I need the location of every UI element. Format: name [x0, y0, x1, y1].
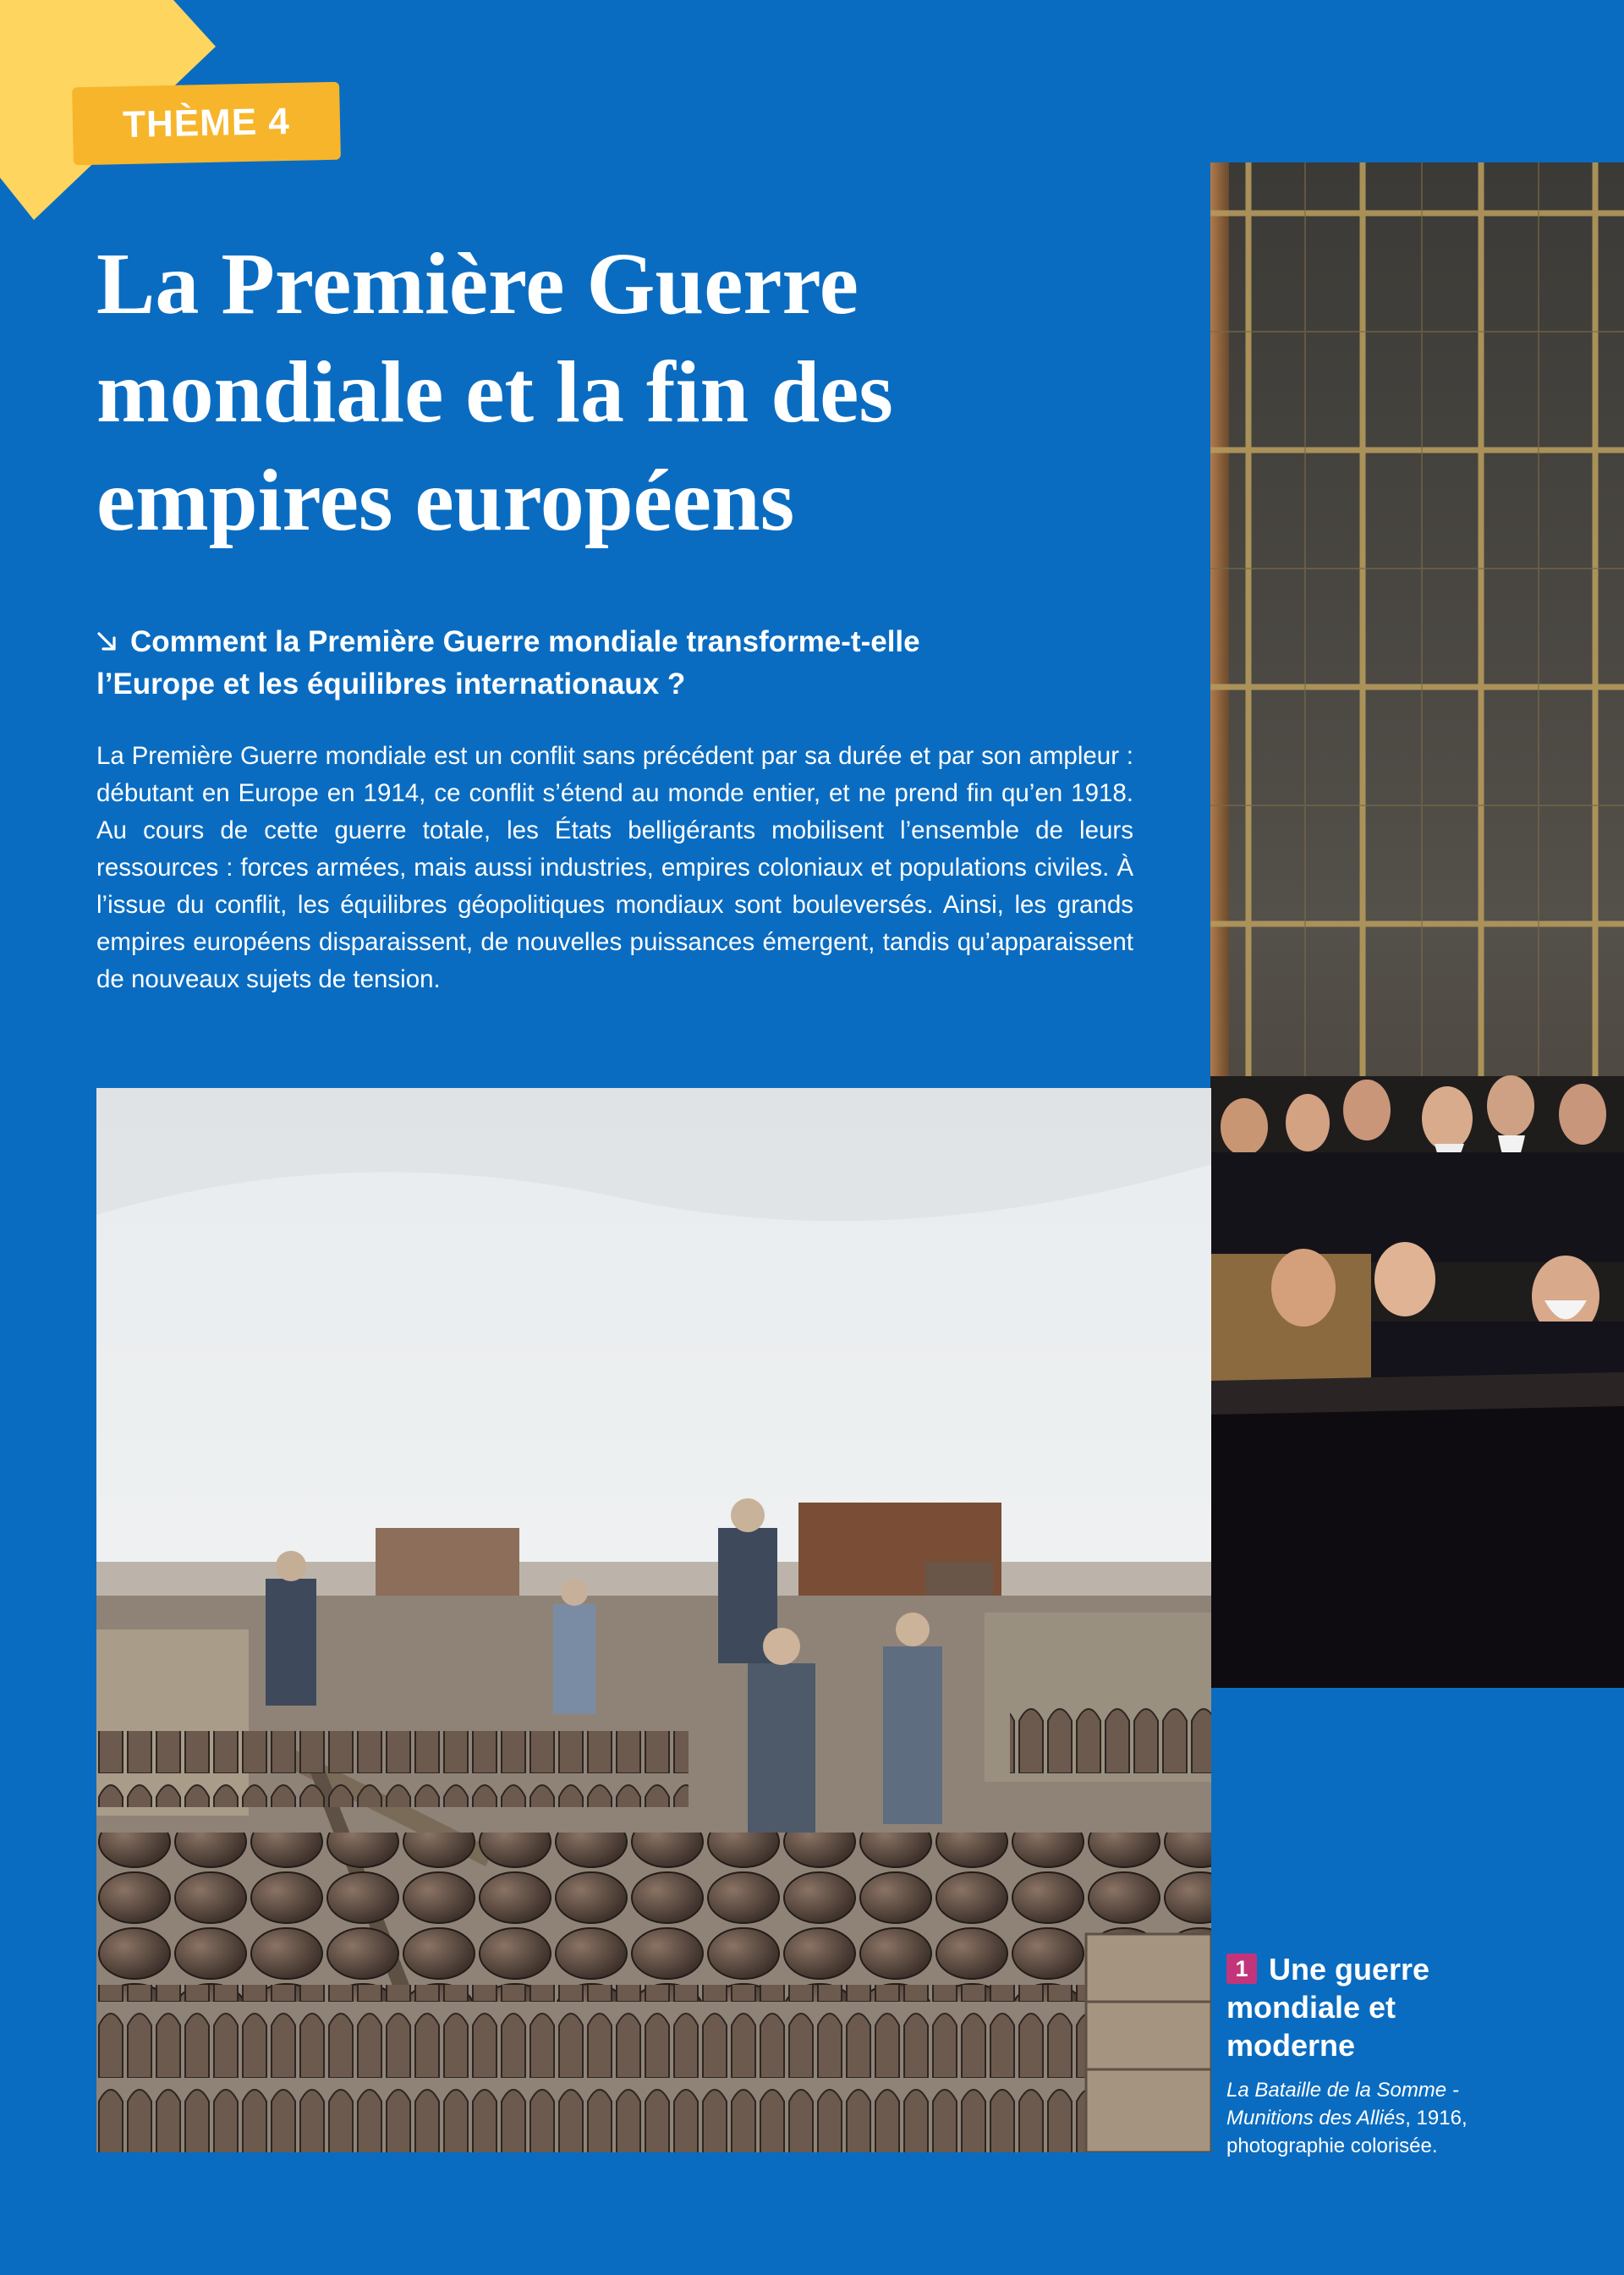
- chapter-title: [96, 230, 1179, 555]
- document-title: [1226, 1950, 1599, 2064]
- source-title-part: La Bataille de la Somme -: [1226, 2079, 1459, 2102]
- munitions-photo: [96, 1088, 1211, 2152]
- title-line: empires européens: [96, 452, 795, 549]
- theme-badge: [72, 82, 341, 166]
- doc-title-line: mondiale et: [1226, 1990, 1396, 2025]
- document-source: [1226, 2076, 1599, 2160]
- theme-label: THÈME 4: [122, 100, 291, 146]
- source-type: photographie colorisée.: [1226, 2135, 1438, 2157]
- painting-treaty-image: [1210, 162, 1624, 1688]
- title-line: La Première Guerre: [96, 235, 859, 332]
- source-date: , 1916,: [1405, 2107, 1468, 2129]
- document-number-badge: 1: [1226, 1954, 1257, 1984]
- question-line-2: l’Europe et les équilibres internationaux ?: [96, 668, 686, 701]
- title-line: mondiale et la fin des: [96, 343, 893, 441]
- source-title-part: Munitions des Alliés: [1226, 2107, 1406, 2129]
- doc-title-line: Une guerre: [1269, 1952, 1430, 1987]
- intro-paragraph: La Première Guerre mondiale est un conflit sans précédent par sa durée et par son ampleur : débutant en Europe en 1914, ce conflit s’étend au monde entier, et ne prend fin qu’en 1918. Au cours de cette guerre totale, les États belligérants mobilisent l’ensemble de leurs ressources : forces armées, mais aussi industries, empires coloniaux et populations civiles. À l’issue du conflit, les équilibres géopolitiques mondiaux sont bouleversés. Ainsi, les grands empires européens disparaissent, de nouvelles puissances émergent, tandis qu’apparaissent de nouveaux sujets de tension.: [96, 742, 1133, 993]
- problem-question: [96, 621, 1162, 706]
- arrow-down-right-icon: [96, 621, 118, 663]
- question-line-1: Comment la Première Guerre mondiale transforme-t-elle: [130, 625, 920, 658]
- doc-title-line: moderne: [1226, 2028, 1356, 2063]
- document-caption: [1226, 1950, 1599, 2160]
